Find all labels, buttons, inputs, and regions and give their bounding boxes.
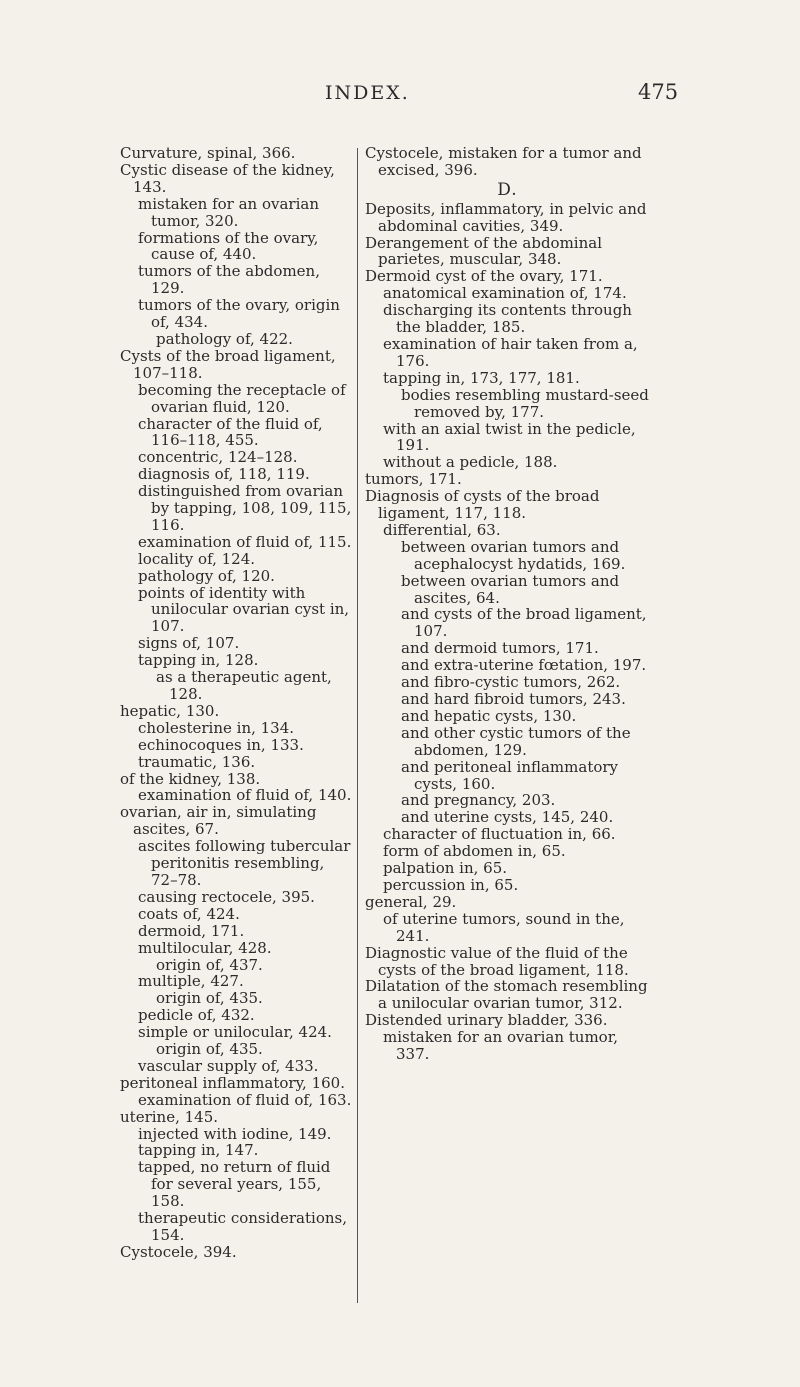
index-entry: peritoneal inflammatory, 160. [120,1073,345,1092]
index-entry: and dermoid tumors, 171. [401,639,599,658]
index-entry: examination of fluid of, 115. [138,532,352,551]
index-entry: origin of, 435. [156,989,263,1008]
index-entry: pathology of, 422. [156,329,293,348]
index-entry: Cystic disease of the kidney, 143. [120,160,335,196]
index-entry: Dilatation of the stomach resembling a unilocular ovarian tumor, 312. [365,977,648,1013]
index-entry: multiple, 427. [138,972,244,991]
index-entry: Distended urinary bladder, 336. [365,1011,608,1030]
index-entry: traumatic, 136. [138,752,256,771]
index-entry: between ovarian tumors and acephalocyst hydatids, 169. [401,537,626,573]
index-entry: examination of fluid of, 163. [138,1090,352,1109]
index-entry: Dermoid cyst of the ovary, 171. [365,267,603,286]
index-entry: signs of, 107. [138,634,240,653]
index-entry: locality of, 124. [138,549,256,568]
index-entry: points of identity with unilocular ovarian cyst in, 107. [138,583,350,636]
index-entry: Cysts of the broad ligament, 107–118. [120,346,336,382]
index-entry: and fibro-cystic tumors, 262. [401,673,621,692]
index-entry: bodies resembling mustard-seed removed by, 177. [401,385,649,421]
index-entry: as a therapeutic agent, 128. [156,668,332,703]
index-entry: and hepatic cysts, 130. [401,706,577,725]
index-entry: examination of hair taken from a, 176. [383,334,638,370]
index-entry: without a pedicle, 188. [383,453,558,472]
index-entry: tapping in, 128. [138,651,259,670]
index-entry: and other cystic tumors of the abdomen, 129. [401,723,631,759]
index-entry: and pregnancy, 203. [401,791,556,810]
index-entry: diagnosis of, 118, 119. [138,465,310,484]
index-entry: between ovarian tumors and ascites, 64. [401,571,620,607]
index-entry: multilocular, 428. [138,938,272,957]
index-entry: tumors of the ovary, origin of, 434. [138,296,340,332]
index-entry: echinocoques in, 133. [138,735,304,754]
index-entry: mistaken for an ovarian tumor, 320. [138,194,319,230]
index-entry: distinguished from ovarian by tapping, 108, 109, 115, 116. [138,482,352,534]
index-entry: origin of, 435. [156,1040,263,1059]
index-column-left [120,145,355,1261]
page-header [0,80,800,120]
index-entry: and hard fibroid tumors, 243. [401,690,626,708]
index-entry: and cysts of the broad ligament, 107. [401,605,647,641]
index-entry: causing rectocele, 395. [138,887,315,906]
index-entry: vascular supply of, 433. [138,1056,319,1075]
index-entry: tapping in, 173, 177, 181. [383,368,580,387]
index-entry: dermoid, 171. [138,921,245,940]
index-entry: form of abdomen in, 65. [383,842,566,861]
index-entry: and extra-uterine fœtation, 197. [401,656,647,675]
section-letter: D. [497,179,518,200]
index-entry: formations of the ovary, cause of, 440. [138,228,319,264]
index-entry: Curvature, spinal, 366. [120,144,296,162]
index-entry: with an axial twist in the pedicle, 191. [383,419,636,455]
index-entry: concentric, 124–128. [138,448,298,467]
index-entry: anatomical examination of, 174. [383,284,627,303]
index-entry: injected with iodine, 149. [138,1124,332,1143]
index-entry: differential, 63. [383,520,501,539]
index-entry: Diagnosis of cysts of the broad ligament, 117, 118. [365,487,600,523]
page-number: 475 [638,80,679,104]
index-entry: percussion in, 65. [383,875,519,894]
index-entry: of uterine tumors, sound in the, 241. [383,909,625,945]
index-entry: Deposits, inflammatory, in pelvic and abdominal cavities, 349. [365,199,647,235]
index-entry: examination of fluid of, 140. [138,786,352,805]
index-entry: tapped, no return of fluid for several years, 155, 158. [138,1158,331,1211]
index-entry: Derangement of the abdominal parietes, muscular, 348. [365,233,602,269]
index-entry: pedicle of, 432. [138,1006,255,1025]
index-entry: uterine, 145. [120,1107,219,1126]
index-entry: and peritoneal inflammatory cysts, 160. [401,757,619,793]
index-entry: character of the fluid of, 116–118, 455. [138,414,323,450]
index-entry: tapping in, 147. [138,1141,259,1160]
page-title: INDEX. [325,82,410,104]
index-entry: therapeutic considerations, 154. [138,1209,347,1244]
index-entry: Diagnostic value of the fluid of the cysts of the broad ligament, 118. [365,943,629,979]
index-column-right [365,145,650,1063]
index-entry: pathology of, 120. [138,566,275,585]
index-entry: general, 29. [365,892,457,911]
index-entry: simple or unilocular, 424. [138,1023,332,1042]
index-entry: hepatic, 130. [120,701,220,720]
index-entry: coats of, 424. [138,904,240,923]
index-entry: cholesterine in, 134. [138,718,295,737]
index-entry: Cystocele, mistaken for a tumor and excised, 396. [365,144,642,179]
index-entry: ovarian, air in, simulating ascites, 67. [120,803,317,839]
index-entry: ascites following tubercular peritonitis resembling, 72–78. [138,837,351,889]
index-entry: of the kidney, 138. [120,769,261,788]
index-entry: and uterine cysts, 145, 240. [401,808,614,827]
index-entry: discharging its contents through the bladder, 185. [383,301,632,337]
index-entry: tumors, 171. [365,470,462,489]
index-entry: becoming the receptacle of ovarian fluid, 120. [138,380,346,416]
index-entry: palpation in, 65. [383,859,508,878]
index-entry: character of fluctuation in, 66. [383,825,616,844]
index-entry: tumors of the abdomen, 129. [138,262,320,298]
index-entry: Cystocele, 394. [120,1242,237,1261]
column-divider [357,148,358,1303]
index-entry: mistaken for an ovarian tumor, 337. [383,1028,618,1064]
index-entry: origin of, 437. [156,955,263,974]
